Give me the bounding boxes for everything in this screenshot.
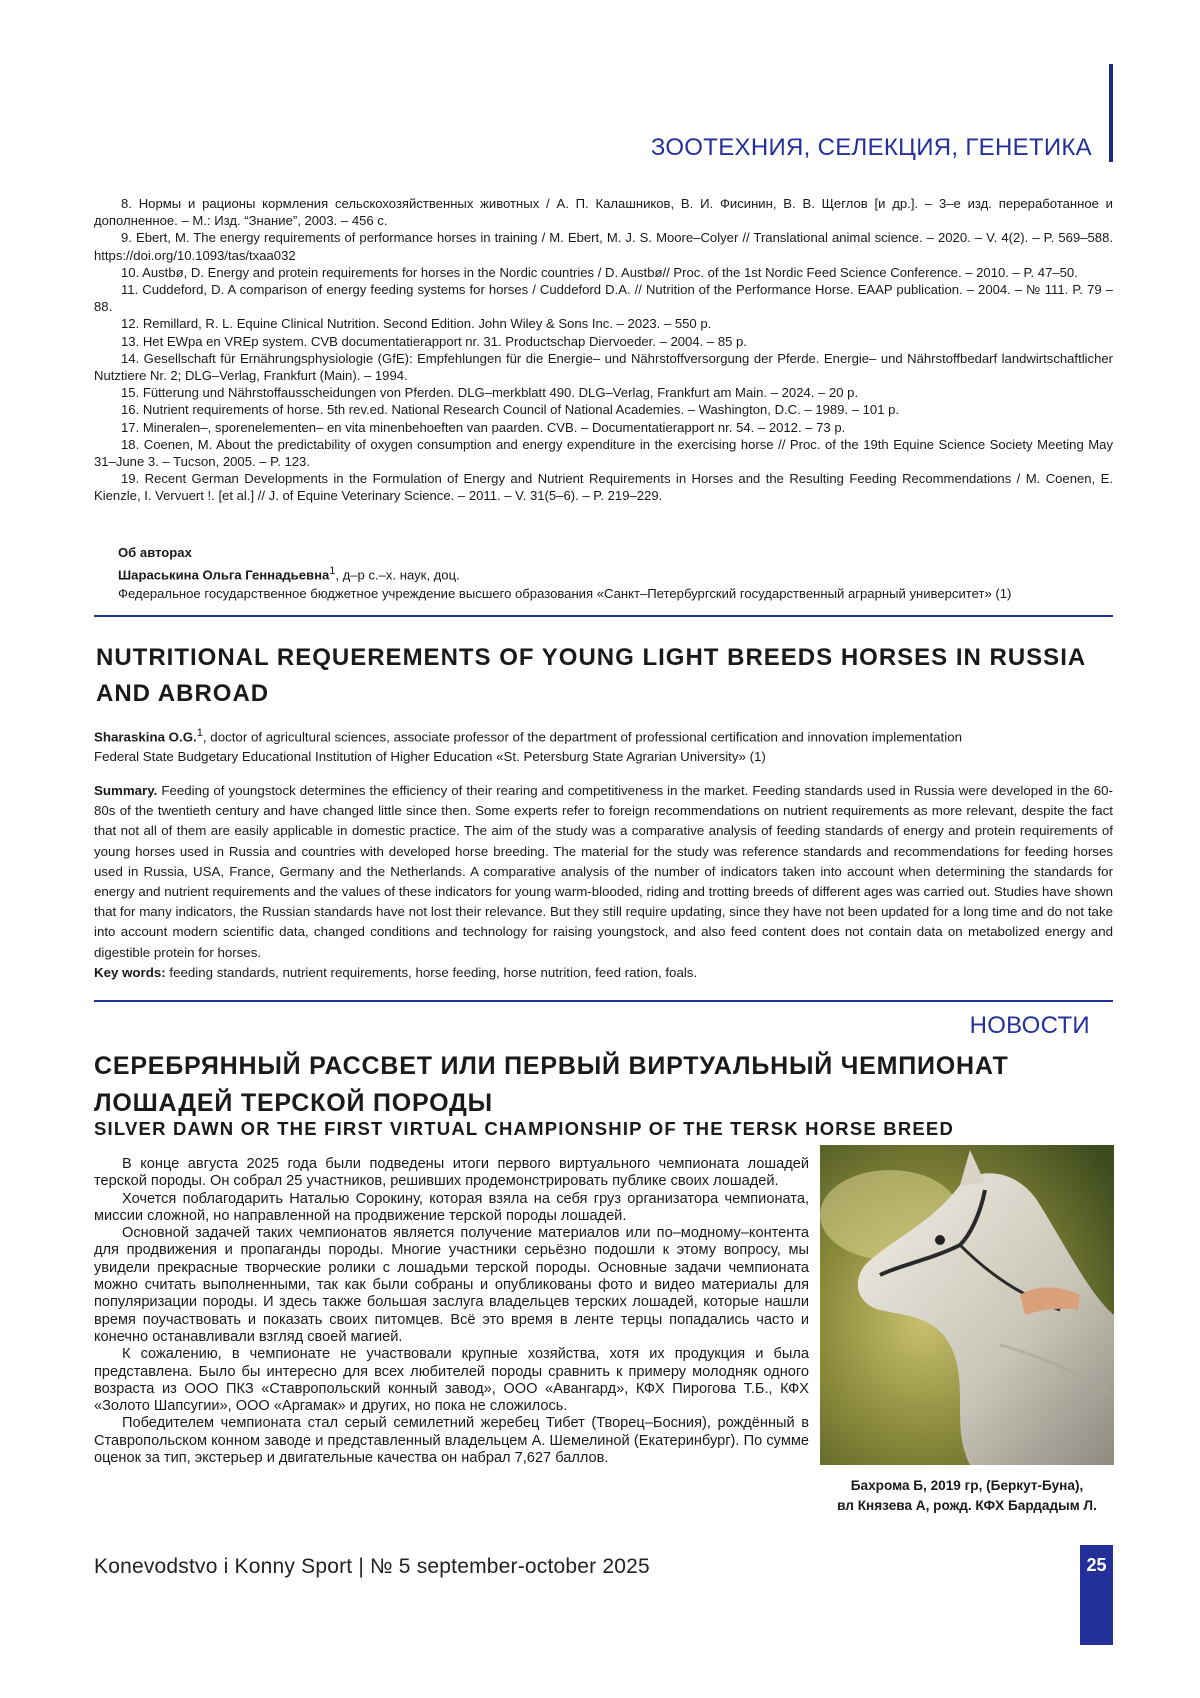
summary-text: Feeding of youngstock determines the efficiency of their rearing and competitiveness in the market. Feeding standards used in Russia were developed in the 60-80s of the twentieth century and have changed little since then. Some experts refer to foreign recommendations on nutrient requirements as more relevant, despite the fact that not all of them are easily applicable in domestic practice. The aim of the study was a comparative analysis of feeding standards of energy and protein requirements of young horses used in Russia and countries with developed horse breeding. The material for the study was reference standards and recommendations for feeding horses used in Russia, USA, France, Germany and the Netherlands. A comparative analysis of the number of indicators taken into account when determining the standards for energy and nutrient requirements and the values of these indicators for young warm-blooded, riding and trotting breeds of different ages was carried out. Studies have shown that for many indicators, the Russian standards have not lost their relevance. But they still require updating, since they have not been updated for a long time and do not take into account modern scientific data, changed conditions and technology for raising youngstock, and also feed content does not contain data on metabolized energy and digestible protein for horses. [94,783,1113,960]
summary-label: Summary. [94,783,158,798]
reference-item: 11. Cuddeford, D. A comparison of energy feeding systems for horses / Cuddeford D.A. // Nutrition of the Performance Horse. EAAP publication. – 2004. – № 111. P. 79 – 88. [94,282,1113,315]
article-paragraph: Победителем чемпионата стал серый семилетний жеребец Тибет (Творец–Босния), рождённый в Ставропольском конном заводе и представленный владельцем А. Шемелиной (Екатеринбург). По сумме оценок за тип, экстерьер и двигательные качества он набрал 7,627 баллов. [94,1415,809,1467]
reference-item: 14. Gesellschaft für Ernährungsphysiologie (GfE): Empfehlungen für die Energie– und Nährstoffversorgung der Pferde. Energie– und Nährstoffbedarf landwirtschaftlicher Nutztiere Nr. 2; DLG–Verlag, Frankfurt (Main). – 1994. [94,350,1113,384]
news-subtitle: SILVER DAWN OR THE FIRST VIRTUAL CHAMPIONSHIP OF THE TERSK HORSE BREED [94,1118,955,1139]
reference-list [94,195,1113,505]
authors-heading: Об авторах [118,545,192,560]
reference-item: 18. Coenen, M. About the predictability of oxygen consumption and energy expenditure in the exercising horse // Proc. of the 19th Equine Science Society Meeting May 31–June 3. – Tucson, 2005. – P. 123. [94,436,1113,470]
section-title: ЗООТЕХНИЯ, СЕЛЕКЦИЯ, ГЕНЕТИКА [650,134,1092,161]
page-number: 25 [1080,1545,1113,1645]
reference-item: 19. Recent German Developments in the Formulation of Energy and Nutrient Requirements in Horses and the Resulting Feeding Recommendations / M. Coenen, E. Kienzle, I. Vervuert !. [et al.] // J. of Equine Veterinary Science. – 2011. – V. 31(5–6). – P. 219–229. [94,471,1113,504]
english-author-sup: 1 [196,727,203,739]
author-name: Шараськина Ольга Геннадьевна [118,567,330,583]
reference-item: 13. Het EWpa en VREp system. CVB documentatierapport nr. 31. Productschap Diervoeder. – 2004. – 85 p. [121,333,747,349]
news-title: СЕРЕБРЯННЫЙ РАССВЕТ ИЛИ ПЕРВЫЙ ВИРТУАЛЬНЫЙ ЧЕМПИОНАТ ЛОШАДЕЙ ТЕРСКОЙ ПОРОДЫ [94,1052,1009,1117]
divider [94,615,1113,617]
english-author-block [94,723,1113,767]
caption-line: вл Князева А, рожд. КФХ Бардадым Л. [837,1498,1097,1513]
news-article [94,1156,809,1467]
article-paragraph: Основной задачей таких чемпионатов является получение материалов или по–модному–контента для продвижения и пропаганды породы. Многие участники серьёзно подошли к этому вопросу, мы увидели прекрасные творческие ролики с лошадьми терской породы. Основные задачи чемпионата можно считать выполненными, так как были собраны и опубликованы фото и видео материалы для популяризации породы. И здесь также большая заслуга владельцев терских лошадей, которые нашли время поучаствовать и показать своих питомцев. Всё это время в ленте терцы попадались часто и конечно останавливали взгляд своей магией. [94,1225,809,1345]
reference-item: 17. Mineralen–, sporenelementen– en vita minenbehoeften van paarden. CVB. – Documentatierapport nr. 54. – 2012. – 73 p. [121,419,846,435]
reference-item: 16. Nutrient requirements of horse. 5th rev.ed. National Research Council of National Academies. – Washington, D.C. – 1989. – 101 p. [121,402,900,418]
summary-paragraph [94,781,1113,963]
author-degree: , д–р с.–х. наук, доц. [335,567,460,583]
news-section-title: НОВОСТИ [969,1012,1090,1039]
photo-caption [812,1476,1122,1516]
article-paragraph: В конце августа 2025 года были подведены итоги первого виртуального чемпионата лошадей терской породы. Он собрал 25 участников, решивших продемонстрировать публике своих лошадей. [94,1156,809,1190]
reference-item: 8. Нормы и рационы кормления сельскохозяйственных животных / А. П. Калашников, В. И. Фисинин, В. В. Щеглов [и др.]. – 3–е изд. переработанное и дополненное. – М.: Изд. “Знание”, 2003. – 456 с. [94,196,1113,229]
author-line [118,562,1113,584]
english-author-line [94,723,1113,747]
keywords-label: Key words: [94,964,166,980]
caption-line: Бахрома Б, 2019 гр, (Беркут-Буна), [850,1478,1084,1493]
english-article-title: NUTRITIONAL REQUEREMENTS OF YOUNG LIGHT BREEDS HORSES IN RUSSIA AND ABROAD [96,644,1086,707]
header-accent-bar [1109,64,1113,162]
article-paragraph: Хочется поблагодарить Наталью Сорокину, которая взяла на себя груз организатора чемпионата, миссии сложной, но направленной на продвижение терской породы лошадей. [94,1190,809,1224]
footer-journal: Konevodstvo i Konny Sport | № 5 september-october 2025 [94,1555,650,1578]
summary-block [94,781,1113,983]
divider [94,1000,1113,1002]
reference-item: 15. Fütterung und Nährstoffausscheidungen von Pferden. DLG–merkblatt 490. DLG–Verlag, Frankfurt am Main. – 2024. – 20 p. [121,385,859,401]
author-affiliation: Федеральное государственное бюджетное учреждение высшего образования «Санкт–Петербургский государственный аграрный университет» (1) [118,586,1012,602]
about-authors [118,543,1113,603]
horse-photo [820,1145,1114,1465]
keywords-paragraph [94,963,1113,983]
english-author-rest: , doctor of agricultural sciences, associate professor of the department of professional certification and innovation implementation [202,729,962,745]
reference-item: 12. Remillard, R. L. Equine Clinical Nutrition. Second Edition. John Wiley & Sons Inc. – 2023. – 550 p. [121,316,712,332]
article-paragraph: К сожалению, в чемпионате не участвовали крупные хозяйства, хотя их продукция и была представлена. Было бы интересно для всех любителей породы сравнить к примеру молодняк одного возраста из ООО ПКЗ «Ставропольский конный завод», ООО «Авангард», КФХ Пирогова Т.Б., КФХ «Золото Шапсугии», ООО «Аргамак» и других, но пока не сложилось. [94,1346,809,1415]
english-author-name: Sharaskina O.G. [94,729,197,745]
reference-item: 9. Ebert, M. The energy requirements of performance horses in training / M. Ebert, M. J. S. Moore–Colyer // Translational animal science. – 2020. – V. 4(2). – P. 569–588. https://doi.org/10.1093/tas/txaa032 [94,230,1113,263]
english-institution: Federal State Budgetary Educational Institution of Higher Education «St. Petersburg State Agrarian University» (1) [94,749,766,765]
reference-item: 10. Austbø, D. Energy and protein requirements for horses in the Nordic countries / D. Austbø// Proc. of the 1st Nordic Feed Science Conference. – 2010. – P. 47–50. [121,264,1078,280]
keywords-text: feeding standards, nutrient requirements, horse feeding, horse nutrition, feed ration, foals. [165,964,698,980]
author-sup: 1 [329,565,336,577]
